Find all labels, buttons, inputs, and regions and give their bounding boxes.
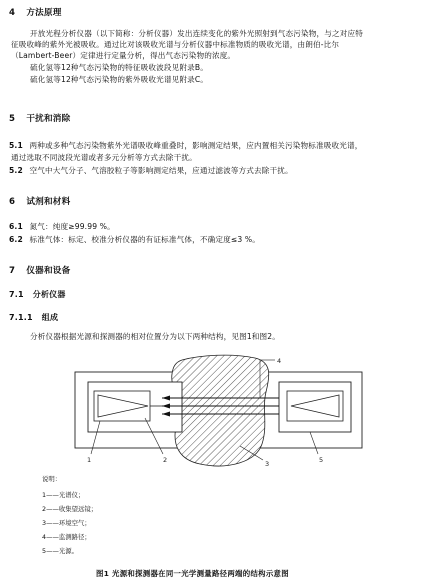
clause-text: 空气中大气分子、气溶胶粒子等影响测定结果，应通过滤波等方式去除干扰。 [29, 166, 293, 175]
callout-1: 1 [87, 456, 92, 464]
clause-text: 两种或多种气态污染物紫外光谱吸收峰重叠时，影响测定结果，应内置相关污染物标准吸收光谱， [29, 141, 363, 150]
section-7-heading [9, 264, 70, 276]
callout-3: 3 [265, 460, 270, 468]
section-title: 仪器和设备 [26, 266, 71, 276]
section-number: 5 [9, 114, 16, 124]
paragraph-line: （Lambert-Beer）定律进行定量分析，得出气态污染物的浓度。 [11, 51, 236, 60]
clause-number: 5.2 [9, 166, 23, 175]
ambient-air-region [172, 355, 269, 466]
legend-item: 3——环境空气； [42, 519, 91, 527]
legend-item: 5——光源。 [42, 547, 79, 555]
subsection-title: 组成 [41, 313, 59, 322]
figure-1-diagram [0, 346, 423, 476]
clause-text: 标准气体：标定、校准分析仪器的有证标准气体，不确定度≤3 %。 [29, 235, 260, 244]
section-4-heading [9, 6, 62, 18]
clause-6-1 [9, 222, 115, 233]
legend-item: 2——收集望远镜； [42, 505, 98, 513]
clause-5-1 [9, 141, 362, 152]
section-number: 7 [9, 266, 16, 276]
clause-number: 5.1 [9, 141, 23, 150]
clause-text: 氮气：纯度≥99.99 %。 [29, 222, 115, 231]
callout-4: 4 [277, 357, 282, 365]
paragraph: 硫化氢等12种气态污染物的特征吸收波段见附录B。 [30, 63, 208, 72]
clause-text-continued: 通过选取不同波段光谱或者多元分析等方式去除干扰。 [11, 153, 197, 162]
figure-caption: 图1 光源和探测器在同一光学测量路径两端的结构示意图 [96, 569, 289, 578]
section-title: 方法原理 [26, 8, 62, 18]
section-title: 干扰和消除 [26, 114, 71, 124]
callout-5: 5 [319, 456, 324, 464]
clause-5-2 [9, 166, 293, 177]
legend-item: 1——光谱仪； [42, 491, 85, 499]
paragraph-line: 开放光程分析仪器（以下简称：分析仪器）发出连续变化的紫外光照射到气态污染物，与之对应特 [30, 29, 363, 38]
figure-legend-title: 说明： [42, 475, 62, 483]
section-5-heading [9, 112, 70, 124]
clause-number: 6.1 [9, 222, 23, 231]
paragraph: 分析仪器根据光源和探测器的相对位置分为以下两种结构，见图1和图2。 [30, 332, 281, 341]
subsection-number: 7.1 [9, 290, 24, 299]
section-number: 4 [9, 8, 16, 18]
subsection-7-1-heading [9, 289, 66, 300]
section-number: 6 [9, 197, 16, 207]
subsection-number: 7.1.1 [9, 313, 33, 322]
subsection-7-1-1-heading [9, 312, 58, 323]
clause-number: 6.2 [9, 235, 23, 244]
section-title: 试剂和材料 [26, 197, 71, 207]
callout-2: 2 [163, 456, 168, 464]
subsection-title: 分析仪器 [32, 290, 66, 299]
legend-item: 4——监测路径； [42, 533, 91, 541]
paragraph: 硫化氢等12种气态污染物的紫外吸收光谱见附录C。 [30, 75, 209, 84]
section-6-heading [9, 195, 70, 207]
clause-6-2 [9, 235, 260, 246]
paragraph-line: 征吸收峰的紫外光被吸收。通过比对该吸收光谱与分析仪器中标准物质的吸收光谱，由朗伯-比尔 [11, 40, 340, 49]
